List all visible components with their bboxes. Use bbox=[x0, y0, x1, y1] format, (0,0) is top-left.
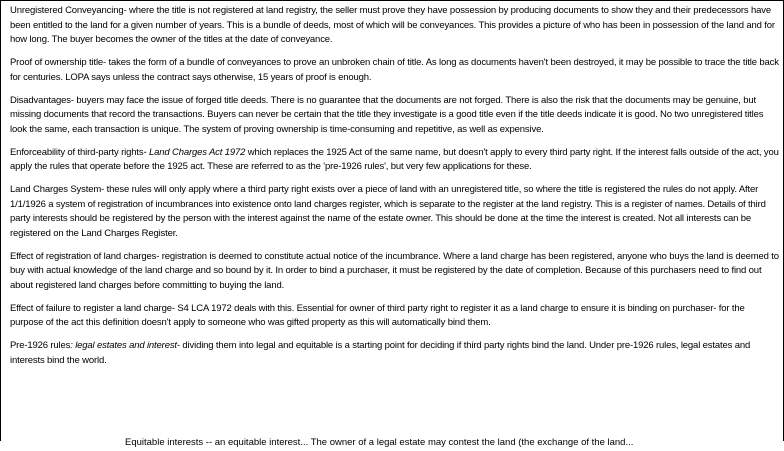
paragraph-effect-of-failure bbox=[10, 302, 780, 331]
paragraph-text: - takes the form of a bundle of conveyances to prove an unbroken chain of title. As long as documents haven't been destroyed, it may be possible to trace the title back for centuries. LOPA says unless the contract says otherwise, 15 years of proof is enough. bbox=[10, 57, 779, 83]
paragraph-text: - S4 LCA 1972 deals with this. Essential for owner of third party right to register it as a land charge to ensure it is binding on purchaser- for the purpose of the act this definition doesn't apply to someone who was gifted property as this will automatically bind them. bbox=[10, 302, 745, 328]
paragraph-enforceability bbox=[10, 146, 780, 175]
paragraph-heading: Pre-1926 rules bbox=[10, 340, 71, 351]
paragraph-text: - registration is deemed to constitute actual notice of the incumbrance. Where a land charge has been registered, anyone who buys the land is deemed to buy with actual knowledge of the land charge and so bound by it. In order to bind a purchaser, it must be registered by the date of completion. Because of this purchasers need to find out about registered land charges before committing to buying the land. bbox=[10, 250, 779, 291]
cutoff-line bbox=[10, 436, 780, 451]
paragraph-text: - buyers may face the issue of forged title deeds. There is no guarantee that the documents are not forged. There is also the risk that the documents may be genuine, but missing documents that record the transactions. Buyers can never be certain that the title they investigate is a good title even if the title deeds indicate it is good. No two unregistered titles look the same, each transaction is unique. The system of proving ownership is time-consuming and repetitive, as well as expensive. bbox=[10, 94, 764, 135]
paragraph-text: - where the title is not registered at land registry, the seller must prove they have possession by producing documents to show they and their predecessors have been entitled to the land for a given number of years. This is a bundle of deeds, most of which will be conveyances. This provides a picture of who has been in possession of the land and for how long. The buyer becomes the owner of the titles at the date of conveyance. bbox=[10, 5, 775, 45]
paragraph-text: - these rules will only apply where a third party right exists over a piece of land with an unregistered title, so where the title is registered the rules do not apply. After 1/1/1926 a system of registration of incumbrances into existence onto land charges register, which is separate to the register at the land registry. This is a register of names. Details of third party interests should be registered by the person with the interest against the name of the estate owner. This should be done at the time the interest is created. Not all interests can be registered on the Land Charges Register. bbox=[10, 184, 766, 239]
paragraph-text: which replaces the 1925 Act of the same name, but doesn't apply to every third party right. If the interest falls outside of the act, you apply the rules that operate before the 1925 act. These are referred to as the 'pre-1926 rules', but very few applications for these. bbox=[10, 146, 779, 172]
paragraph-heading: Effect of failure to register a land charge bbox=[10, 302, 172, 314]
paragraph-pre-1926-rules bbox=[10, 339, 780, 368]
paragraph-unregistered-conveyancing bbox=[10, 4, 780, 48]
paragraph-heading: Proof of ownership title bbox=[10, 57, 104, 68]
paragraph-land-charges-system bbox=[10, 183, 780, 241]
paragraph-heading: Enforceability of third-party rights bbox=[10, 146, 144, 158]
paragraph-proof-of-ownership bbox=[10, 56, 780, 85]
document-body bbox=[10, 4, 780, 377]
paragraph-effect-of-registration bbox=[10, 250, 780, 294]
paragraph-heading: Land Charges System bbox=[10, 184, 102, 195]
paragraph-heading-italic: - Land Charges Act 1972 bbox=[143, 146, 246, 158]
paragraph-heading-italic: : legal estates and interest bbox=[70, 340, 177, 351]
paragraph-heading: Effect of registration of land charges bbox=[10, 250, 157, 262]
cutoff-text: Equitable interests -- an equitable interest... The owner of a legal estate may contest the land (the exchange of the land... bbox=[125, 437, 634, 448]
paragraph-disadvantages bbox=[10, 94, 780, 138]
paragraph-heading: Unregistered Conveyancing bbox=[10, 5, 124, 16]
paragraph-text: - dividing them into legal and equitable is a starting point for deciding if third party rights bind the land. Under pre-1926 rules, legal estates and interests bind the world. bbox=[10, 340, 751, 366]
paragraph-heading: Disadvantages bbox=[10, 94, 71, 106]
